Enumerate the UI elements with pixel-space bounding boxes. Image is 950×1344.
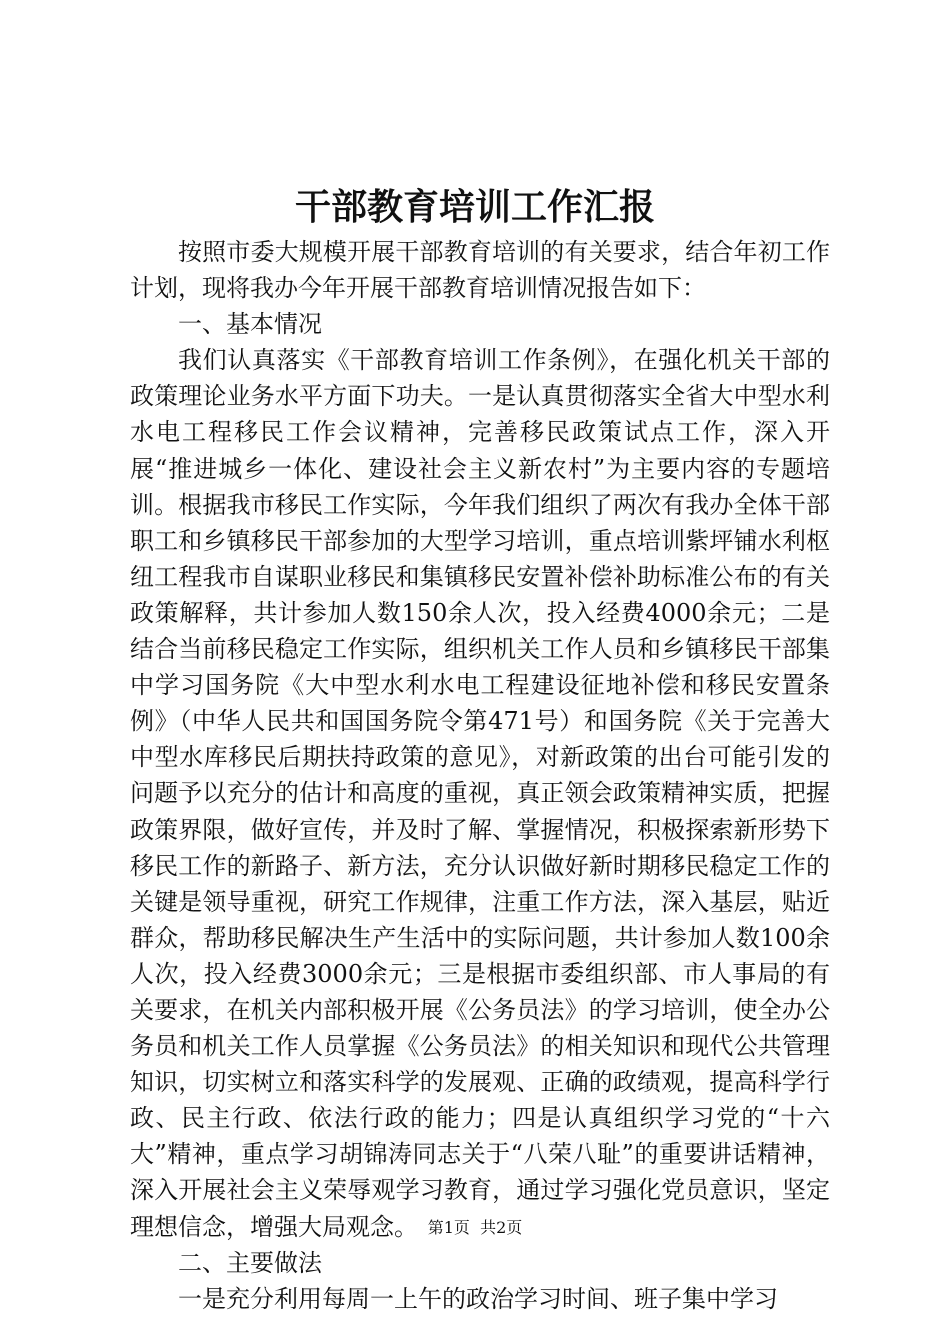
document-title: 干部教育培训工作汇报 [294, 186, 655, 228]
document-body [130, 234, 830, 1317]
intro-paragraph: 按照市委大规模开展干部教育培训的有关要求，结合年初工作计划，现将我办今年开展干部教育培训情况报告如下： [130, 238, 830, 303]
page-number: 第1页 共2页 [427, 1218, 523, 1237]
page-footer [0, 1216, 950, 1240]
main-practices-paragraph: 一是充分利用每周一上午的政治学习时间、班子集中学习 [178, 1284, 778, 1313]
basic-situation-paragraph: 我们认真落实《干部教育培训工作条例》，在强化机关干部的政策理论业务水平方面下功夫。一是认真贯彻落实全省大中型水利水电工程移民工作会议精神，完善移民政策试点工作，深入开展“推进城乡一体化、建设社会主义新农村”为主要内容的专题培训。根据我市移民工作实际，今年我们组织了两次有我办全体干部职工和乡镇移民干部参加的大型学习培训，重点培训紫坪铺水利枢纽工程我市自谋职业移民和集镇移民安置补偿补助标准公布的有关政策解释，共计参加人数150余人次，投入经费4000余元；二是结合当前移民稳定工作实际，组织机关工作人员和乡镇移民干部集中学习国务院《大中型水利水电工程建设征地补偿和移民安置条例》（中华人民共和国国务院令第471号）和国务院《关于完善大中型水库移民后期扶持政策的意见》，对新政策的出台可能引发的问题予以充分的估计和高度的重视，真正领会政策精神实质，把握政策界限，做好宣传，并及时了解、掌握情况，积极探索新形势下移民工作的新路子、新方法，充分认识做好新时期移民稳定工作的关键是领导重视，研究工作规律，注重工作方法，深入基层，贴近群众，帮助移民解决生产生活中的实际问题，共计参加人数100余人次，投入经费3000余元；三是根据市委组织部、市人事局的有关要求，在机关内部积极开展《公务员法》的学习培训，使全办公务员和机关工作人员掌握《公务员法》的相关知识和现代公共管理知识，切实树立和落实科学的发展观、正确的政绩观，提高科学行政、民主行政、依法行政的能力；四是认真组织学习党的“十六大”精神，重点学习胡锦涛同志关于“八荣八耻”的重要讲话精神，深入开展社会主义荣辱观学习教育，通过学习强化党员意识，坚定理想信念，增强大局观念。 [130, 346, 830, 1241]
section-heading-basic-situation: 一、基本情况 [178, 310, 322, 339]
section-heading-main-practices: 二、主要做法 [178, 1248, 322, 1277]
